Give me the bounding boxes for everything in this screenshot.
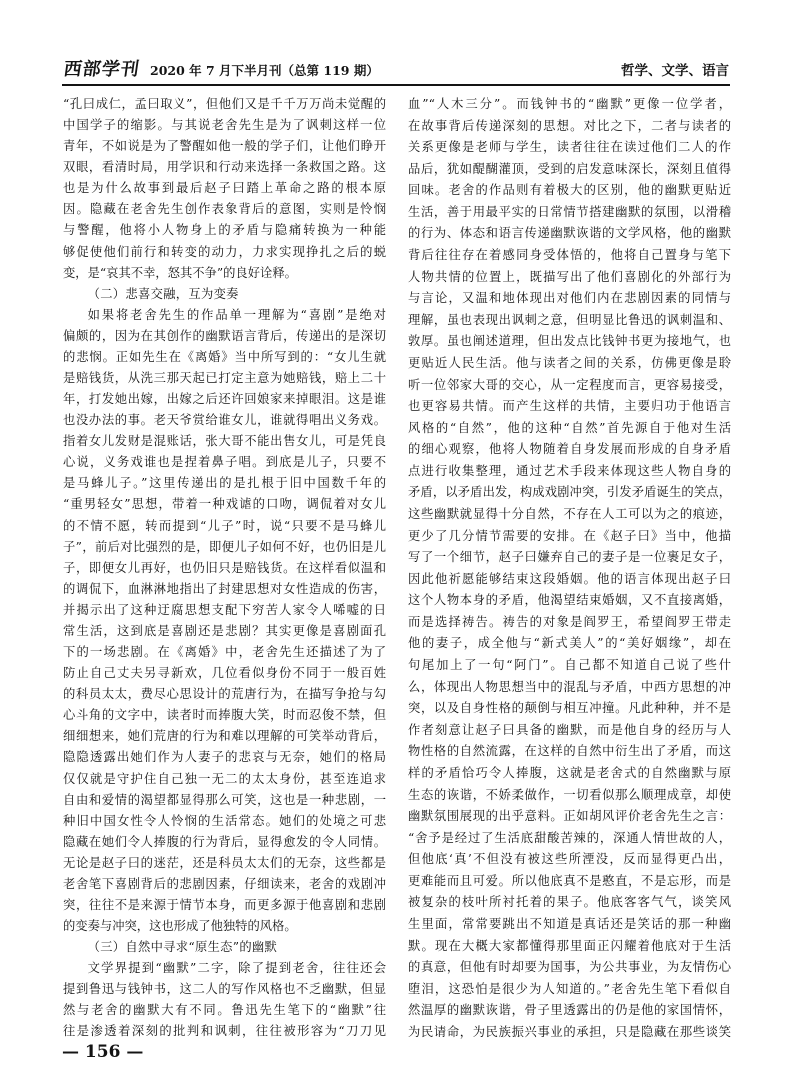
text-line: 人物共情的位置上，既描写出了他们喜剧化的外部行为 — [408, 269, 731, 284]
text-line: 然温厚的幽默诙谐，骨子里透露出的仍是他的家国情怀， — [408, 1003, 731, 1018]
text-line: 偏颇的，因为在其创作的幽默语言背后，传递出的是深切 — [63, 328, 386, 343]
text-line: 风格的“自然”，他的这种“自然”首先源自于他对生活 — [408, 420, 731, 435]
text-line: 无论是赵子曰的迷茫，还是科员太太们的无奈，这些都是 — [63, 855, 386, 870]
text-line: 被复杂的枝叶所衬托着的果子。他底客客气气，谈笑风 — [408, 895, 731, 910]
text-line: 血”“人木三分”。而钱钟书的“幽默”更像一位学者， — [408, 97, 731, 111]
text-line: 中国学子的缩影。与其说老舍先生是为了讽刺这样一位 — [63, 118, 386, 133]
text-line: 因。隐藏在老舍先生创作表象背后的意图，实则是怜悯 — [63, 202, 386, 217]
text-line: 突，往往不是来源于情节本身，而更多源于他喜剧和悲剧 — [63, 897, 386, 912]
text-line: 够促使他们前行和转变的动力，力求实现挣扎之后的蜕 — [63, 244, 386, 259]
text-line: 往是渗透着深刻的批判和讽刺，往往被形容为“刀刀见 — [63, 1024, 386, 1039]
text-line: 青年，不如说是为了警醒如他一般的学子们，让他们睁开 — [63, 139, 386, 154]
text-line: 并揭示出了这种迂腐思想支配下穷苦人家令人唏嘘的日 — [63, 602, 386, 617]
text-line: 样的矛盾恰巧令人捧腹，这就是老舍式的自然幽默与原 — [408, 765, 731, 780]
text-line: 与警醒，他将小人物身上的矛盾与隐痛转换为一种能 — [63, 223, 386, 238]
text-line: 矛盾，以矛盾出发，构成戏剧冲突，引发矛盾诞生的笑点， — [408, 485, 731, 500]
text-line: 么，体现出人物思想当中的混乱与矛盾，中西方思想的冲 — [408, 679, 731, 694]
text-line: 他的妻子，成全他与“新式美人”的“美好姻缘”，却在 — [408, 636, 731, 651]
text-line: 的行为、体态和语言传递幽默诙谐的文学风格，他的幽默 — [408, 226, 731, 241]
text-line: 这些幽默就显得十分自然，不存在人工可以为之的痕迹， — [408, 506, 731, 521]
text-line: 生里面，常常要跳出不知道是真话还是笑话的那一种幽 — [408, 916, 731, 931]
text-line: 种旧中国女性令人怜悯的生活常态。她们的处境之可悲 — [63, 813, 386, 828]
text-line: 突，以及自身性格的颠倒与相互冲撞。凡此种种，并不是 — [408, 701, 731, 716]
text-line: 堕泪，这恐怕是很少为人知道的。”老舍先生笔下看似自 — [408, 981, 731, 996]
text-line: 也是为什么故事到最后赵子曰踏上革命之路的根本原 — [63, 181, 386, 196]
page-number: — 156 — — [62, 1042, 144, 1062]
text-line: 更少了几分情节需要的安排。在《赵子曰》当中，他描 — [408, 528, 731, 543]
left-text-column — [63, 94, 386, 1043]
text-line: 生态的诙谐，不娇柔做作，一切看似那么顺理成章，却使 — [408, 787, 731, 802]
text-line: 为民请命，为民族振兴事业的承担，只是隐藏在那些谈笑 — [408, 1024, 731, 1039]
text-line: 敦厚。虽也阐述道理，但出发点比钱钟书更为接地气，也 — [408, 334, 731, 349]
journal-logo: 西部学刊 — [62, 59, 142, 80]
text-line: 也更容易共情。而产生这样的共情，主要归功于他语言 — [408, 399, 731, 414]
text-line: 子”，前后对比强烈的是，即便儿子如何不好，也仍旧是儿 — [63, 539, 386, 554]
text-line: 防止自己丈夫另寻新欢，几位看似身份不同于一般百姓 — [63, 666, 386, 681]
header-rule — [62, 84, 730, 86]
text-line: 这个人物本身的矛盾，他渴望结束婚姻，又不直接离婚， — [408, 593, 731, 608]
text-line: 的调侃下，血淋淋地指出了封建思想对女性造成的伤害， — [63, 581, 386, 596]
text-line: 幽默氛围展现的出乎意料。正如胡风评价老舍先生之言： — [408, 809, 731, 824]
text-line: 更难能而且可爱。所以他底真不是憨直，不是忘形，而是 — [408, 873, 731, 888]
text-line: 自由和爱情的渴望都显得那么可笑，这也是一种悲剧，一 — [63, 792, 386, 807]
text-line: 默。现在大概大家都懂得那里面正闪耀着他底对于生活 — [408, 938, 731, 953]
text-line: 如果将老舍先生的作品单一理解为“喜剧”是绝对 — [87, 307, 386, 322]
text-line: 隐藏在她们令人捧腹的行为背后，显得愈发的令人同情。 — [63, 834, 386, 849]
text-line: 老舍笔下喜剧背后的悲剧因素，仔细读来，老舍的戏剧冲 — [63, 876, 386, 891]
text-line: 回味。老舍的作品则有着极大的区别，他的幽默更贴近 — [408, 183, 731, 198]
text-line: 因此他祈愿能够结束这段婚姻。他的语言体现出赵子曰 — [408, 571, 731, 586]
text-line: 背后往往存在着感同身受体悟的，他将自己置身与笔下 — [408, 248, 731, 263]
text-line: 细细想来，她们荒唐的行为和难以理解的可笑举动背后， — [63, 729, 386, 744]
text-line: “孔曰成仁，孟曰取义”，但他们又是千千万万尚未觉醒的 — [63, 97, 386, 111]
text-line: 也没办法的事。老天爷赏给谁女儿，谁就得唱出义务戏。 — [63, 413, 386, 428]
text-line: 心说，义务戏谁也是捏着鼻子唱。到底是儿子，只要不 — [63, 455, 386, 470]
text-line: 物性格的自然流露，在这样的自然中衍生出了矛盾，而这 — [408, 744, 731, 759]
text-line: 的真意，但他有时却要为国事，为公共事业，为友情伤心 — [408, 960, 731, 975]
section-heading: （二）悲喜交融，互为变奏 — [87, 286, 239, 301]
text-line: 的科员太太，费尽心思设计的荒唐行为，在描写争抢与勾 — [63, 687, 386, 702]
text-line: 的变奏与冲突，这也形成了他独特的风格。 — [63, 919, 297, 934]
text-line: 下的一场悲剧。在《离婚》中，老舍先生还描述了为了 — [63, 645, 386, 660]
text-line: 隐隐透露出她们作为人妻子的悲哀与无奈，她们的格局 — [63, 750, 386, 765]
text-line: 与言论，又温和地体现出对他们内在悲剧因素的同情与 — [408, 291, 731, 306]
text-line: 写了一个细节，赵子曰嫌弃自己的妻子是一位裹足女子， — [408, 550, 731, 565]
text-line: 变，是“哀其不幸，怒其不争”的良好诠释。 — [63, 265, 297, 280]
text-line: 双眼，看清时局，用学识和行动来选择一条救国之路。这 — [63, 160, 386, 175]
text-line: 心斗角的文字中，读者时而捧腹大笑，时而忍俊不禁，但 — [63, 708, 386, 723]
text-line: 然与老舍的幽默大有不同。鲁迅先生笔下的“幽默”往 — [63, 1003, 386, 1018]
text-line: 是马蜂儿子。”这里传递出的是扎根于旧中国数千年的 — [63, 476, 386, 491]
text-line: 年，打发她出嫁，出嫁之后还许回娘家来掉眼泪。这是谁 — [63, 392, 386, 407]
text-line: 常生活，这到底是喜剧还是悲剧？其实更像是喜剧面孔 — [63, 623, 386, 638]
text-line: 是赔钱货，从洗三那天起已打定主意为她赔钱，赔上二十 — [63, 371, 386, 386]
text-line: 生活，善于用最平实的日常情节搭建幽默的氛围，以滑稽 — [408, 204, 731, 219]
text-line: 的悲悯。正如先生在《离婚》当中所写到的：“女儿生就 — [63, 349, 386, 364]
text-line: 子，即便女儿再好，也仍旧只是赔钱货。在这样看似温和 — [63, 560, 386, 575]
text-line: 作者刻意让赵子曰具备的幽默，而是他自身的经历与人 — [408, 722, 731, 737]
text-line: “舍予是经过了生活底甜酸苦辣的，深通人情世故的人， — [408, 830, 731, 845]
section-heading: （三）自然中寻求“原生态”的幽默 — [87, 940, 278, 955]
text-line: 点进行收集整理，通过艺术手段来体现这些人物自身的 — [408, 463, 731, 478]
text-line: 而是选择祷告。祷告的对象是阎罗王，希望阎罗王带走 — [408, 614, 731, 629]
text-line: “重男轻女”思想，带着一种戏谑的口吻，调侃着对女儿 — [63, 497, 386, 512]
text-line: 文学界提到“幽默”二字，除了提到老舍，往往还会 — [87, 961, 386, 976]
text-line: 品后，犹如醍醐灌顶，受到的启发意味深长，深刻且值得 — [408, 161, 731, 176]
text-line: 但他底‘真’不但没有被这些所湮没，反而显得更凸出， — [408, 852, 731, 867]
text-line: 听一位邻家大哥的交心，从一定程度而言，更容易接受， — [408, 377, 731, 392]
issue-info: 2020 年 7 月下半月刊（总第 119 期） — [150, 63, 379, 78]
text-line: 在故事背后传递深刻的思想。对比之下，二者与读者的 — [408, 118, 731, 133]
text-line: 理解，虽也表现出讽刺之意，但明显比鲁迅的讽刺温和、 — [408, 312, 731, 327]
text-line: 提到鲁迅与钱钟书，这二人的写作风格也不乏幽默，但显 — [63, 982, 386, 997]
section-title: 哲学、文学、语言 — [621, 63, 729, 79]
text-line: 关系更像是老师与学生，读者往往在读过他们二人的作 — [408, 140, 731, 155]
text-line: 指着女儿发财是混账话，张大哥不能出售女儿，可是凭良 — [63, 434, 386, 449]
text-line: 句尾加上了一句“阿门”。自己都不知道自己说了些什 — [408, 658, 731, 673]
text-line: 的细心观察，他将人物随着自身发展而形成的自身矛盾 — [408, 442, 731, 457]
text-line: 的不情不愿，转而提到“儿子”时，说“只要不是马蜂儿 — [63, 518, 386, 533]
text-line: 仅仅就是守护住自己独一无二的太太身份，甚至连追求 — [63, 771, 386, 786]
text-line: 更贴近人民生活。他与读者之间的关系，仿佛更像是聆 — [408, 355, 731, 370]
right-text-column — [408, 94, 731, 1043]
